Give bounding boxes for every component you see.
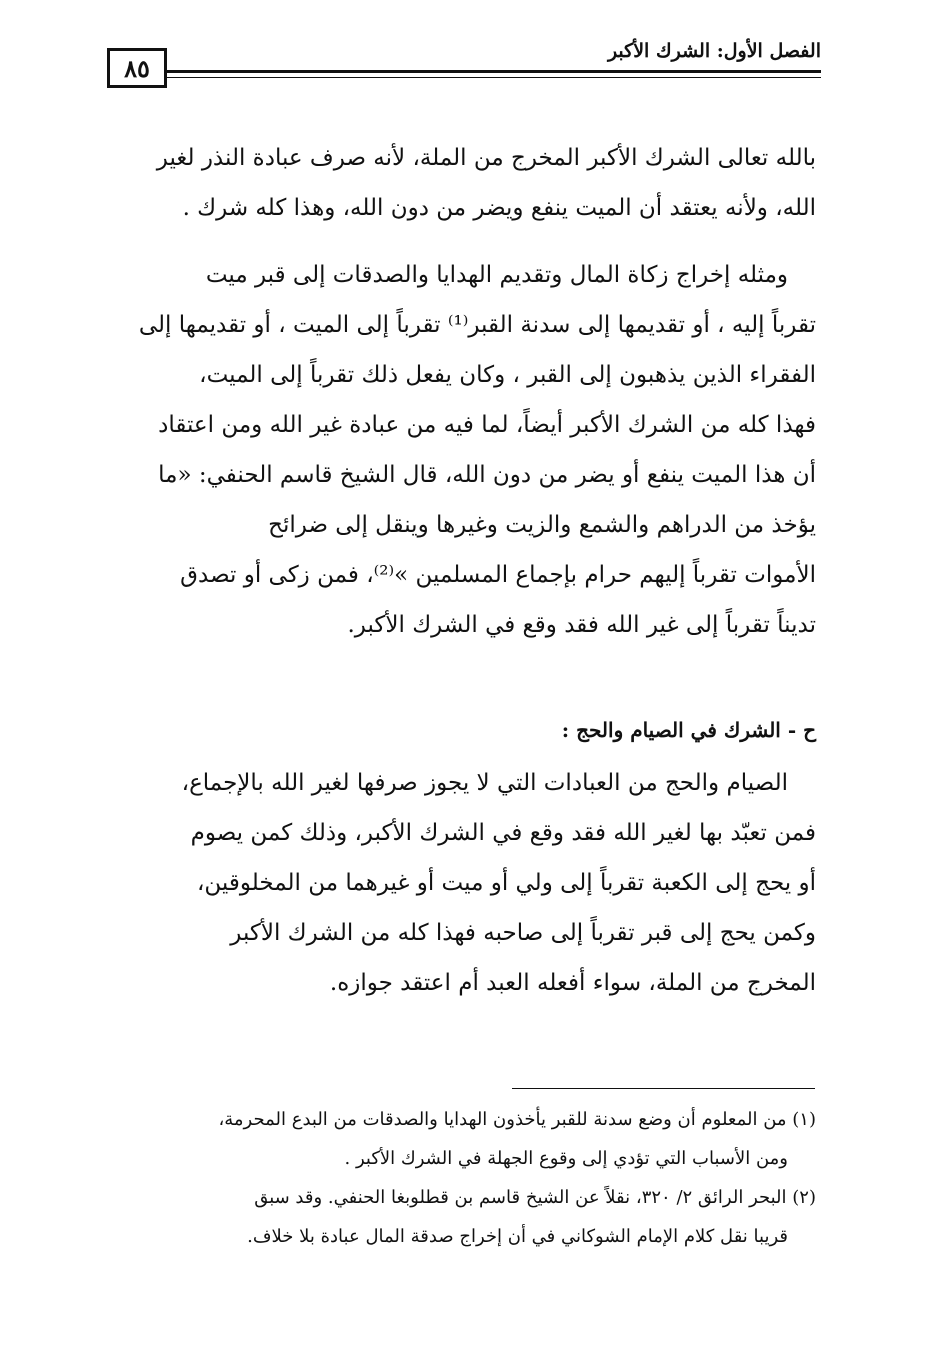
running-header-title: الفصل الأول: الشرك الأكبر [607,40,821,62]
paragraph-2-line: فهذا كله من الشرك الأكبر أيضاً، لما فيه من عبادة غير الله ومن اعتقاد [158,412,816,438]
footnote-2-line: قريبا نقل كلام الإمام الشوكاني في أن إخراج صدقة المال عبادة بلا خلاف. [247,1226,788,1247]
page-number [107,48,167,88]
paragraph-3-line: الصيام والحج من العبادات التي لا يجوز صرفها لغير الله بالإجماع، [181,770,788,796]
paragraph-2-line: يؤخذ من الدراهم والشمع والزيت وغيرها وينقل إلى ضرائح [268,512,816,538]
paragraph-2-line: أن هذا الميت ينفع أو يضر من دون الله، قال الشيخ قاسم الحنفي: «ما [158,462,816,488]
paragraph-2-line: الأموات تقرباً إليهم حرام بإجماع المسلمين »⁽²⁾، فمن زكى أو تصدق [180,562,816,588]
paragraph-2-line: ومثله إخراج زكاة المال وتقديم الهدايا والصدقات إلى قبر ميت [205,262,788,288]
section-heading: ح - الشرك في الصيام والحج : [561,718,816,742]
paragraph-1-line: الله، ولأنه يعتقد أن الميت ينفع ويضر من دون الله، وهذا كله شرك . [182,195,816,221]
footnotes [104,1100,816,1256]
paragraph-3-line: وكمن يحج إلى قبر تقرباً إلى صاحبه فهذا كله من الشرك الأكبر [230,920,816,946]
header-rule-thick [167,70,821,73]
footnote-1-line: (١) من المعلوم أن وضع سدنة للقبر يأخذون الهدايا والصدقات من البدع المحرمة، [218,1109,816,1130]
page-number-text: ٨٥ [124,53,150,83]
paragraph-2 [104,250,816,650]
footnote-1-line: ومن الأسباب التي تؤدي إلى وقوع الجهلة في الشرك الأكبر . [344,1148,788,1169]
paragraph-2-line: الفقراء الذين يذهبون إلى القبر ، وكان يفعل ذلك تقرباً إلى الميت، [199,362,816,388]
paragraph-2-line: تديناً تقرباً إلى غير الله فقد وقع في الشرك الأكبر. [347,612,816,638]
header-rule-thin [167,77,821,78]
footnote-separator [512,1088,815,1089]
paragraph-3-line: أو يحج إلى الكعبة تقرباً إلى ولي أو ميت أو غيرهما من المخلوقين، [196,870,816,896]
paragraph-2-line: تقرباً إليه ، أو تقديمها إلى سدنة القبر⁽¹⁾ تقرباً إلى الميت ، أو تقديمها إلى [138,312,816,338]
paragraph-1 [104,133,816,233]
footnote-2-line: (٢) البحر الرائق ٢/ ٣٢٠، نقلاً عن الشيخ قاسم بن قطلوبغا الحنفي. وقد سبق [254,1187,816,1208]
paragraph-3 [104,758,816,1008]
paragraph-3-line: فمن تعبّد بها لغير الله فقد وقع في الشرك الأكبر، وذلك كمن يصوم [190,820,816,846]
paragraph-1-line: بالله تعالى الشرك الأكبر المخرج من الملة، لأنه صرف عبادة النذر لغير [156,145,816,171]
paragraph-3-line: المخرج من الملة، سواء أفعله العبد أم اعتقد جوازه. [329,970,816,996]
